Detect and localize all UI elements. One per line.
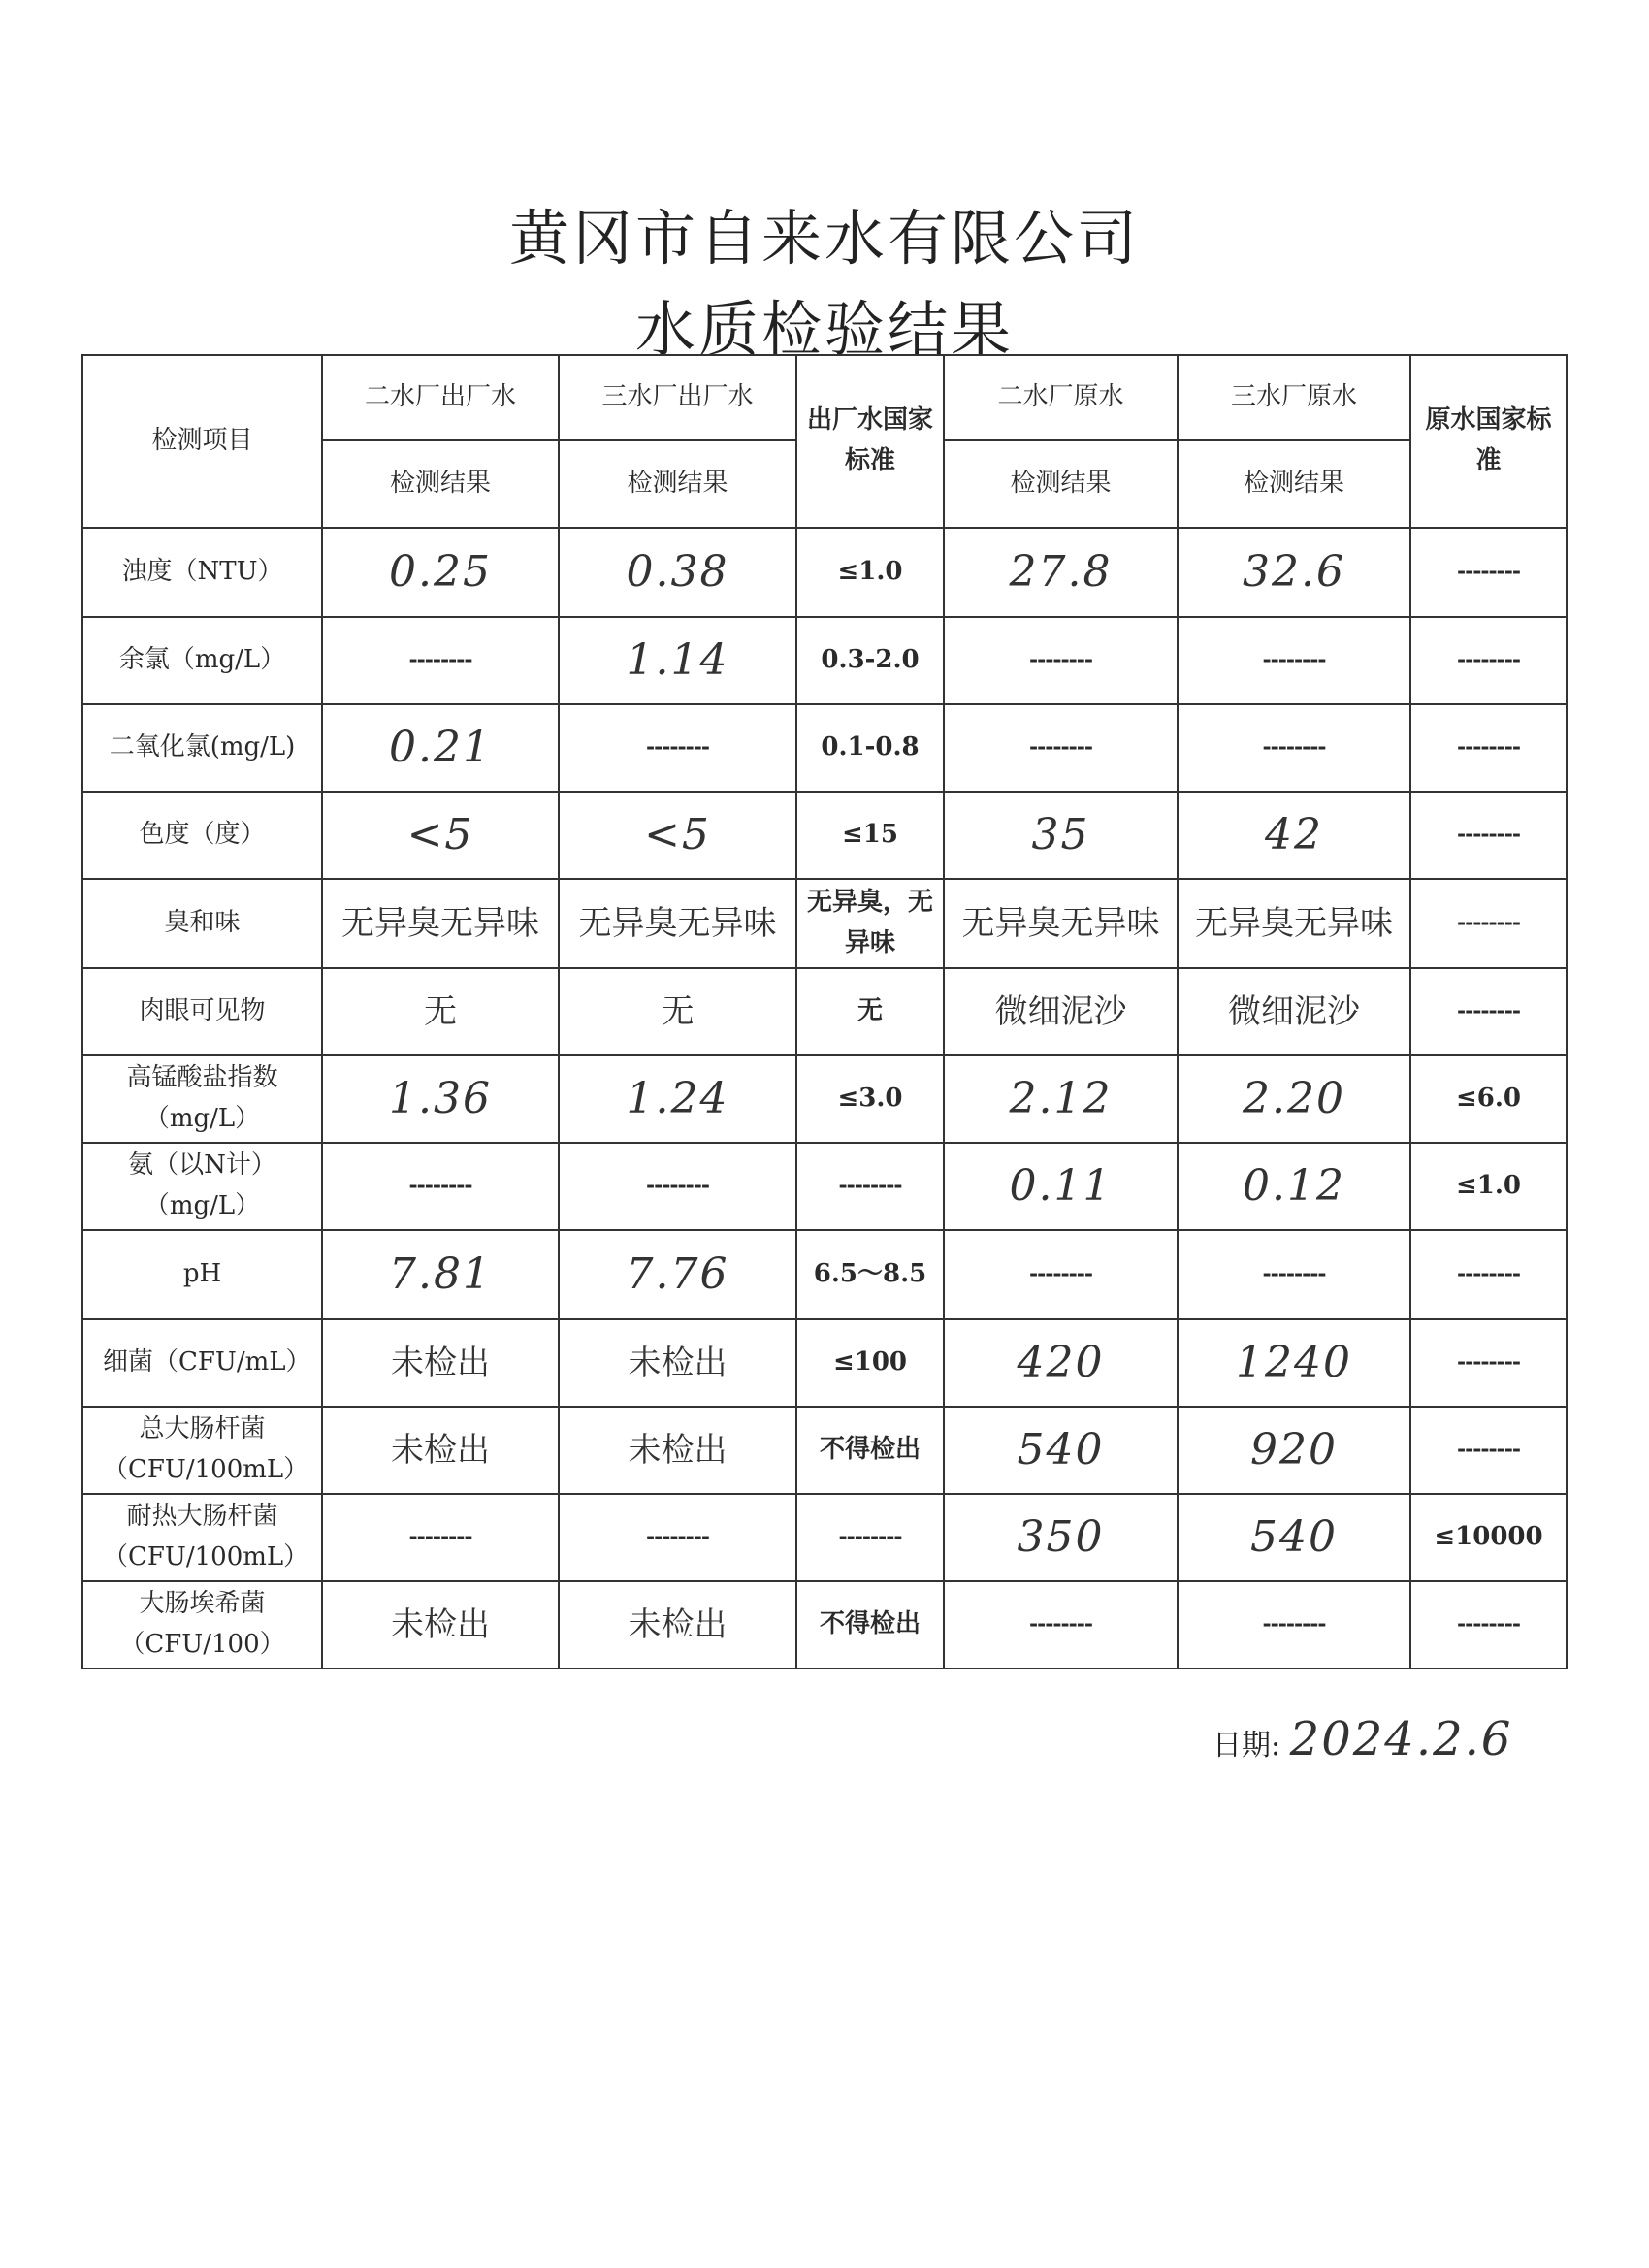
cell-er-raw: 无异臭无异味 bbox=[944, 879, 1178, 968]
cell-er-out: -------- bbox=[322, 1143, 559, 1230]
cell-san-out: 无异臭无异味 bbox=[559, 879, 796, 968]
cell-er-raw: 0.11 bbox=[944, 1143, 1178, 1230]
cell-out-std: -------- bbox=[796, 1143, 944, 1230]
cell-er-out: 未检出 bbox=[322, 1319, 559, 1407]
date-value: 2024.2.6 bbox=[1289, 1712, 1513, 1766]
header-raw-std: 原水国家标准 bbox=[1410, 355, 1567, 528]
cell-out-std: 无异臭，无异味 bbox=[796, 879, 944, 968]
cell-san-raw: -------- bbox=[1178, 704, 1410, 792]
cell-san-raw: -------- bbox=[1178, 1581, 1410, 1669]
table-row bbox=[82, 1143, 1567, 1230]
cell-item: 浊度（NTU） bbox=[82, 528, 322, 617]
cell-er-out: 未检出 bbox=[322, 1407, 559, 1494]
cell-san-raw: 无异臭无异味 bbox=[1178, 879, 1410, 968]
cell-er-raw: -------- bbox=[944, 704, 1178, 792]
cell-item: 总大肠杆菌（CFU/100mL） bbox=[82, 1407, 322, 1494]
table-row bbox=[82, 704, 1567, 792]
cell-raw-std: -------- bbox=[1410, 968, 1567, 1055]
cell-out-std: ≤100 bbox=[796, 1319, 944, 1407]
cell-out-std: 0.1-0.8 bbox=[796, 704, 944, 792]
cell-out-std: 不得检出 bbox=[796, 1581, 944, 1669]
cell-san-raw: 540 bbox=[1178, 1494, 1410, 1581]
cell-raw-std: -------- bbox=[1410, 879, 1567, 968]
table-row bbox=[82, 792, 1567, 879]
cell-item: 色度（度） bbox=[82, 792, 322, 879]
cell-raw-std: -------- bbox=[1410, 1407, 1567, 1494]
cell-er-raw: 2.12 bbox=[944, 1055, 1178, 1143]
cell-item: 二氧化氯(mg/L) bbox=[82, 704, 322, 792]
header-item: 检测项目 bbox=[82, 355, 322, 528]
table-row bbox=[82, 1494, 1567, 1581]
table-row bbox=[82, 1407, 1567, 1494]
cell-item: 氨（以N计）（mg/L） bbox=[82, 1143, 322, 1230]
cell-san-out: -------- bbox=[559, 1494, 796, 1581]
cell-san-raw: 32.6 bbox=[1178, 528, 1410, 617]
cell-san-out: -------- bbox=[559, 1143, 796, 1230]
cell-san-raw: 0.12 bbox=[1178, 1143, 1410, 1230]
cell-san-raw: 微细泥沙 bbox=[1178, 968, 1410, 1055]
cell-er-out: 0.25 bbox=[322, 528, 559, 617]
cell-out-std: ≤3.0 bbox=[796, 1055, 944, 1143]
cell-raw-std: ≤6.0 bbox=[1410, 1055, 1567, 1143]
cell-san-raw: 2.20 bbox=[1178, 1055, 1410, 1143]
cell-er-out: 1.36 bbox=[322, 1055, 559, 1143]
cell-item: 细菌（CFU/mL） bbox=[82, 1319, 322, 1407]
cell-san-out: -------- bbox=[559, 704, 796, 792]
cell-san-raw: -------- bbox=[1178, 617, 1410, 704]
cell-er-out: 无异臭无异味 bbox=[322, 879, 559, 968]
table-row bbox=[82, 1581, 1567, 1669]
header-result: 检测结果 bbox=[322, 440, 559, 528]
cell-raw-std: -------- bbox=[1410, 1581, 1567, 1669]
table-row bbox=[82, 1055, 1567, 1143]
cell-out-std: -------- bbox=[796, 1494, 944, 1581]
cell-raw-std: -------- bbox=[1410, 617, 1567, 704]
cell-out-std: 0.3-2.0 bbox=[796, 617, 944, 704]
cell-san-out: 未检出 bbox=[559, 1319, 796, 1407]
cell-raw-std: -------- bbox=[1410, 792, 1567, 879]
cell-er-raw: 35 bbox=[944, 792, 1178, 879]
cell-raw-std: -------- bbox=[1410, 1319, 1567, 1407]
results-table bbox=[81, 354, 1568, 1669]
report-title: 水质检验结果 bbox=[634, 294, 1014, 365]
cell-er-raw: 350 bbox=[944, 1494, 1178, 1581]
header-er-raw: 二水厂原水 bbox=[944, 355, 1178, 440]
cell-san-out: 0.38 bbox=[559, 528, 796, 617]
table-row bbox=[82, 1319, 1567, 1407]
cell-er-raw: 540 bbox=[944, 1407, 1178, 1494]
cell-san-raw: 1240 bbox=[1178, 1319, 1410, 1407]
cell-item: 余氯（mg/L） bbox=[82, 617, 322, 704]
cell-item: 肉眼可见物 bbox=[82, 968, 322, 1055]
cell-er-out: 7.81 bbox=[322, 1230, 559, 1319]
cell-er-raw: -------- bbox=[944, 1230, 1178, 1319]
cell-er-out: 未检出 bbox=[322, 1581, 559, 1669]
cell-er-out: 0.21 bbox=[322, 704, 559, 792]
cell-san-out: 7.76 bbox=[559, 1230, 796, 1319]
cell-san-raw: 42 bbox=[1178, 792, 1410, 879]
cell-item: 臭和味 bbox=[82, 879, 322, 968]
cell-san-out: 未检出 bbox=[559, 1581, 796, 1669]
cell-item: 耐热大肠杆菌（CFU/100mL） bbox=[82, 1494, 322, 1581]
date-line bbox=[1212, 1712, 1512, 1766]
cell-san-out: 未检出 bbox=[559, 1407, 796, 1494]
cell-raw-std: -------- bbox=[1410, 704, 1567, 792]
cell-er-raw: 微细泥沙 bbox=[944, 968, 1178, 1055]
cell-er-out: <5 bbox=[322, 792, 559, 879]
header-er-out: 二水厂出厂水 bbox=[322, 355, 559, 440]
cell-out-std: ≤15 bbox=[796, 792, 944, 879]
cell-er-out: -------- bbox=[322, 617, 559, 704]
cell-san-out: 1.14 bbox=[559, 617, 796, 704]
table-row bbox=[82, 528, 1567, 617]
cell-er-raw: -------- bbox=[944, 617, 1178, 704]
cell-er-out: 无 bbox=[322, 968, 559, 1055]
header-result: 检测结果 bbox=[1178, 440, 1410, 528]
cell-item: 大肠埃希菌（CFU/100） bbox=[82, 1581, 322, 1669]
header-san-out: 三水厂出厂水 bbox=[559, 355, 796, 440]
cell-er-raw: 27.8 bbox=[944, 528, 1178, 617]
table-row bbox=[82, 968, 1567, 1055]
cell-er-raw: 420 bbox=[944, 1319, 1178, 1407]
cell-er-out: -------- bbox=[322, 1494, 559, 1581]
cell-san-out: 1.24 bbox=[559, 1055, 796, 1143]
header-out-std: 出厂水国家标准 bbox=[796, 355, 944, 528]
header-result: 检测结果 bbox=[944, 440, 1178, 528]
cell-er-raw: -------- bbox=[944, 1581, 1178, 1669]
cell-raw-std: -------- bbox=[1410, 528, 1567, 617]
table-row bbox=[82, 1230, 1567, 1319]
company-title: 黄冈市自来水有限公司 bbox=[508, 203, 1140, 274]
cell-san-raw: -------- bbox=[1178, 1230, 1410, 1319]
cell-raw-std: ≤1.0 bbox=[1410, 1143, 1567, 1230]
table-row bbox=[82, 879, 1567, 968]
cell-raw-std: -------- bbox=[1410, 1230, 1567, 1319]
header-result: 检测结果 bbox=[559, 440, 796, 528]
cell-item: pH bbox=[82, 1230, 322, 1319]
cell-san-out: 无 bbox=[559, 968, 796, 1055]
date-label: 日期: bbox=[1212, 1729, 1281, 1763]
header-san-raw: 三水厂原水 bbox=[1178, 355, 1410, 440]
table-row bbox=[82, 617, 1567, 704]
cell-item: 高锰酸盐指数（mg/L） bbox=[82, 1055, 322, 1143]
cell-out-std: ≤1.0 bbox=[796, 528, 944, 617]
cell-out-std: 不得检出 bbox=[796, 1407, 944, 1494]
cell-out-std: 6.5～8.5 bbox=[796, 1230, 944, 1319]
cell-out-std: 无 bbox=[796, 968, 944, 1055]
cell-san-raw: 920 bbox=[1178, 1407, 1410, 1494]
cell-raw-std: ≤10000 bbox=[1410, 1494, 1567, 1581]
cell-san-out: <5 bbox=[559, 792, 796, 879]
